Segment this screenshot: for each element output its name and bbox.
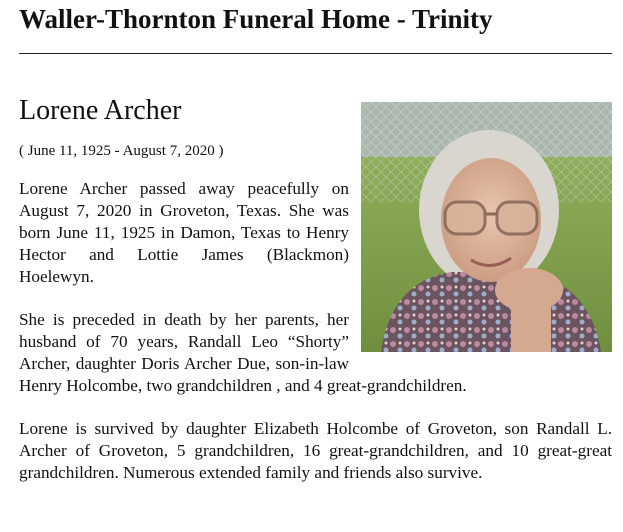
deceased-name: Lorene Archer: [19, 95, 182, 126]
header-divider: [19, 53, 612, 54]
obituary-paragraph: Lorene Archer passed away peacefully on August 7, 2020 in Groveton, Texas. She was born June 11, 1925 in Damon, Texas to Henry Hector and Lottie James (Blackmon) Hoelewyn.: [19, 179, 349, 286]
obituary-paragraph: Lorene is survived by daughter Elizabeth Holcombe of Groveton, son Randall L. Archer of Groveton, 5 grandchildren, 16 great-grandchildren, and 10 great-great grandchildren. Numerous extended family and friends also survive.: [19, 419, 612, 482]
obituary-paragraph: She is preceded in death by her parents, her husband of 70 years, Randall Leo “Shorty” Archer, daughter Doris Archer Due, son-in-law Henry Holcombe, two grandchildren , and 4 great-grandchildren.: [19, 310, 467, 395]
site-title: Waller-Thornton Funeral Home - Trinity: [19, 4, 493, 34]
life-dates: ( June 11, 1925 - August 7, 2020 ): [19, 143, 224, 159]
obituary-content: [19, 94, 612, 484]
portrait-photo-icon: [361, 102, 612, 352]
